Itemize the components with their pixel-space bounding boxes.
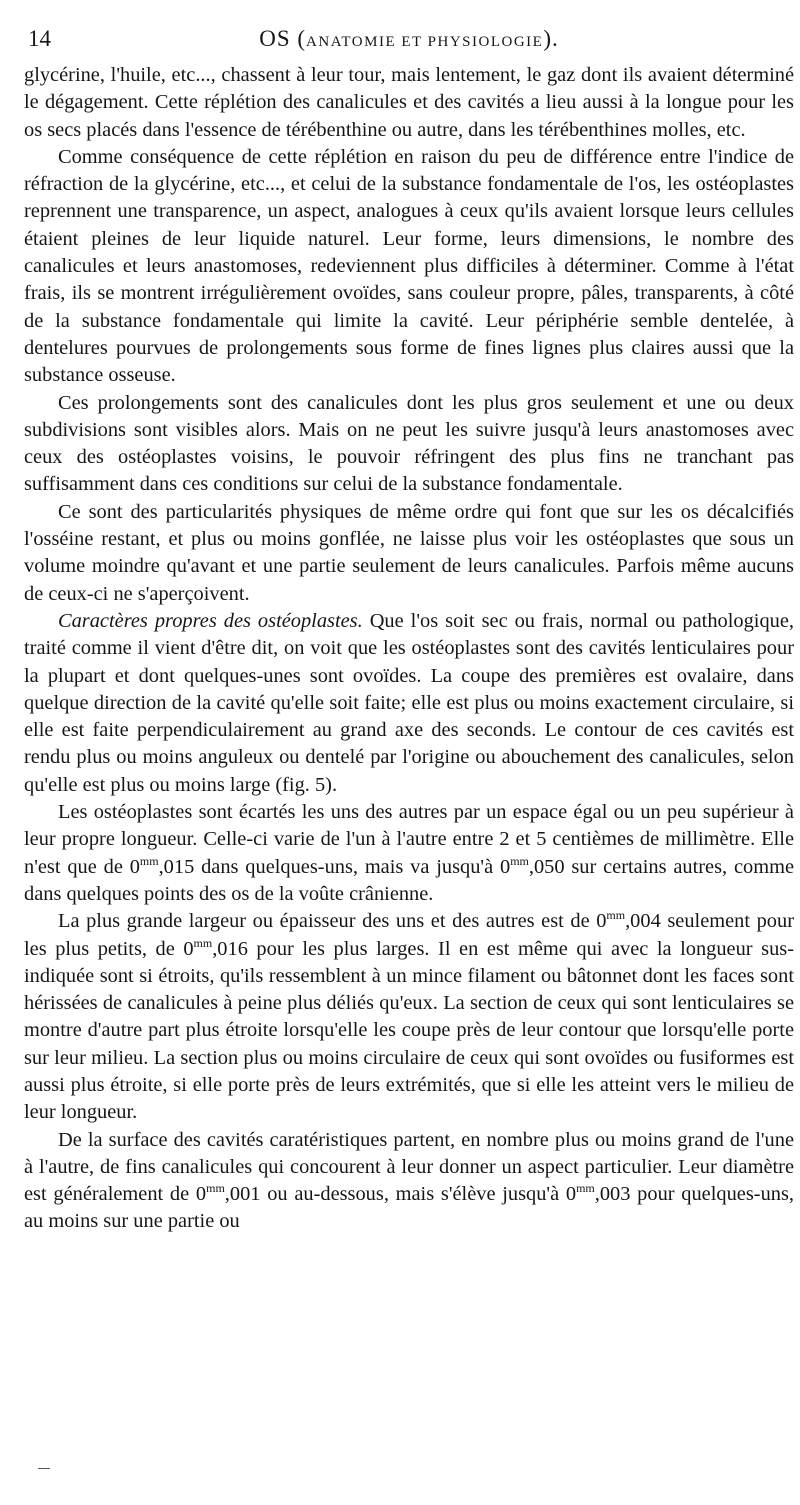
paragraph-text: Que l'os soit sec ou frais, normal ou pathologique, traité comme il vient d'être dit, on voit que les ostéoplastes sont des cavités lenticulaires pour la plupart et dont quelques-unes sont ovoïdes. La coupe des premières est ovalaire, dans quelque direction de la cavité qu'elle soit faite; elle est plus ou moins exactement circulaire, si elle est faite perpendiculairement au grand axe des seconds. Le contour de ces cavités est rendu plus ou moins anguleux ou dentelé par l'origine ou abouchement des canalicules, selon qu'elle est plus ou moins large (fig. 5). (24, 609, 794, 796)
text-segment: ,003 pour quelques-uns, au moins sur une partie ou (24, 1183, 794, 1233)
unit-superscript: mm (206, 1181, 225, 1196)
body-text (24, 62, 794, 1236)
running-title (24, 22, 794, 59)
running-header (24, 22, 794, 56)
paragraph (24, 1127, 794, 1236)
paragraph (24, 799, 794, 908)
unit-superscript: mm (576, 1181, 595, 1196)
text-segment: ,016 pour les plus larges. Il en est même qui avec la longueur sus-indiquée sont si étroits, qu'ils ressemblent à un mince filament ou bâtonnet dont les faces sont hérissées de canalicules à peine plus déliés qu'eux. La section de ceux qui sont lenticulaires se montre d'autre part plus étroite lorsqu'elle les coupe près de leur contour que lorsqu'elle porte sur leur milieu. La section plus ou moins circulaire de ceux qui sont ovoïdes ou fusiformes est aussi plus étroite, si elle porte près de leurs extrémités, que si elle les atteint vers le milieu de leur longueur. (24, 937, 794, 1124)
unit-superscript: mm (606, 908, 626, 923)
text-segment: La plus grande largeur ou épaisseur des uns et des autres est de 0 (58, 910, 607, 933)
section-lead-italic: Caractères propres des ostéoplastes. (58, 609, 363, 632)
unit-superscript: mm (139, 853, 159, 868)
page-number: 14 (28, 26, 51, 51)
running-title-end: ). (543, 26, 559, 51)
text-segment: ,050 sur certains autres, comme dans quelques points des os de la voûte crânienne. (24, 855, 794, 905)
footer-dash-mark (38, 1468, 50, 1469)
text-segment: ,015 dans quelques-uns, mais va jusqu'à 0 (158, 855, 511, 878)
paragraph: Ces prolongements sont des canalicules dont les plus gros seulement et une ou deux subdivisions sont visibles alors. Mais on ne peut les suivre jusqu'à leurs anastomoses avec ceux des ostéoplastes voisins, le pouvoir réfringent des plus fins ne tranchant pas suffisamment dans ces conditions sur celui de la substance fondamentale. (24, 391, 794, 496)
paragraph-continued: glycérine, l'huile, etc..., chassent à leur tour, mais lentement, le gaz dont ils avaient déterminé le dégagement. Cette réplétion des canalicules et des cavités a lieu aussi à la longue pour les os secs placés dans l'essence de térébenthine ou autre, dans les térébenthines molles, etc. (24, 64, 794, 141)
paragraph (24, 908, 794, 1126)
text-segment: ,004 seulement pour les plus petits, de 0 (24, 910, 794, 960)
unit-superscript: mm (510, 853, 529, 868)
paragraph: Ce sont des particularités physiques de même ordre qui font que sur les os décalcifiés l'osséine restant, et plus ou moins gonflée, ne laisse plus voir les ostéoplastes que sous un volume moindre qu'avant et une partie seulement de leurs canalicules. Parfois même aucuns de ceux-ci ne s'aperçoivent. (24, 500, 794, 605)
text-segment: ,001 ou au-dessous, mais s'élève jusqu'à 0 (224, 1183, 577, 1206)
running-title-small-caps: ANATOMIE ET PHYSIOLOGIE (306, 34, 544, 50)
text-segment: De la surface des cavités caratéristiques partent, en nombre plus ou moins grand de l'une à l'autre, de fins canalicules qui concourent à leur donner un aspect particulier. Leur diamètre est généralement de 0 (24, 1128, 794, 1206)
running-title-main: OS ( (259, 26, 307, 51)
unit-superscript: mm (193, 935, 213, 950)
paragraph: Comme conséquence de cette réplétion en raison du peu de différence entre l'indice de réfraction de la glycérine, etc..., et celui de la substance fondamentale de l'os, les ostéoplastes reprennent une transparence, un aspect, analogues à ceux qu'ils avaient lorsque leurs cellules étaient pleines de leur liquide naturel. Leur forme, leurs dimensions, le nombre des canalicules et leurs anastomoses, redeviennent plus difficiles à déterminer. Comme à l'état frais, ils se montrent irrégulièrement ovoïdes, sans couleur propre, pâles, transparents, à côté de la substance fondamentale qui limite la cavité. Leur périphérie semble dentelée, à dentelures pourvues de prolongements sous forme de fines lignes plus claires aussi que la substance osseuse. (24, 145, 794, 387)
paragraph-section-lead (24, 608, 794, 799)
document-page (24, 22, 794, 1236)
text-segment: Les ostéoplastes sont écartés les uns des autres par un espace égal ou un peu supérieur à leur propre longueur. Celle-ci varie de l'un à l'autre entre 2 et 5 centièmes de millimètre. Elle n'est que de 0 (24, 801, 794, 878)
